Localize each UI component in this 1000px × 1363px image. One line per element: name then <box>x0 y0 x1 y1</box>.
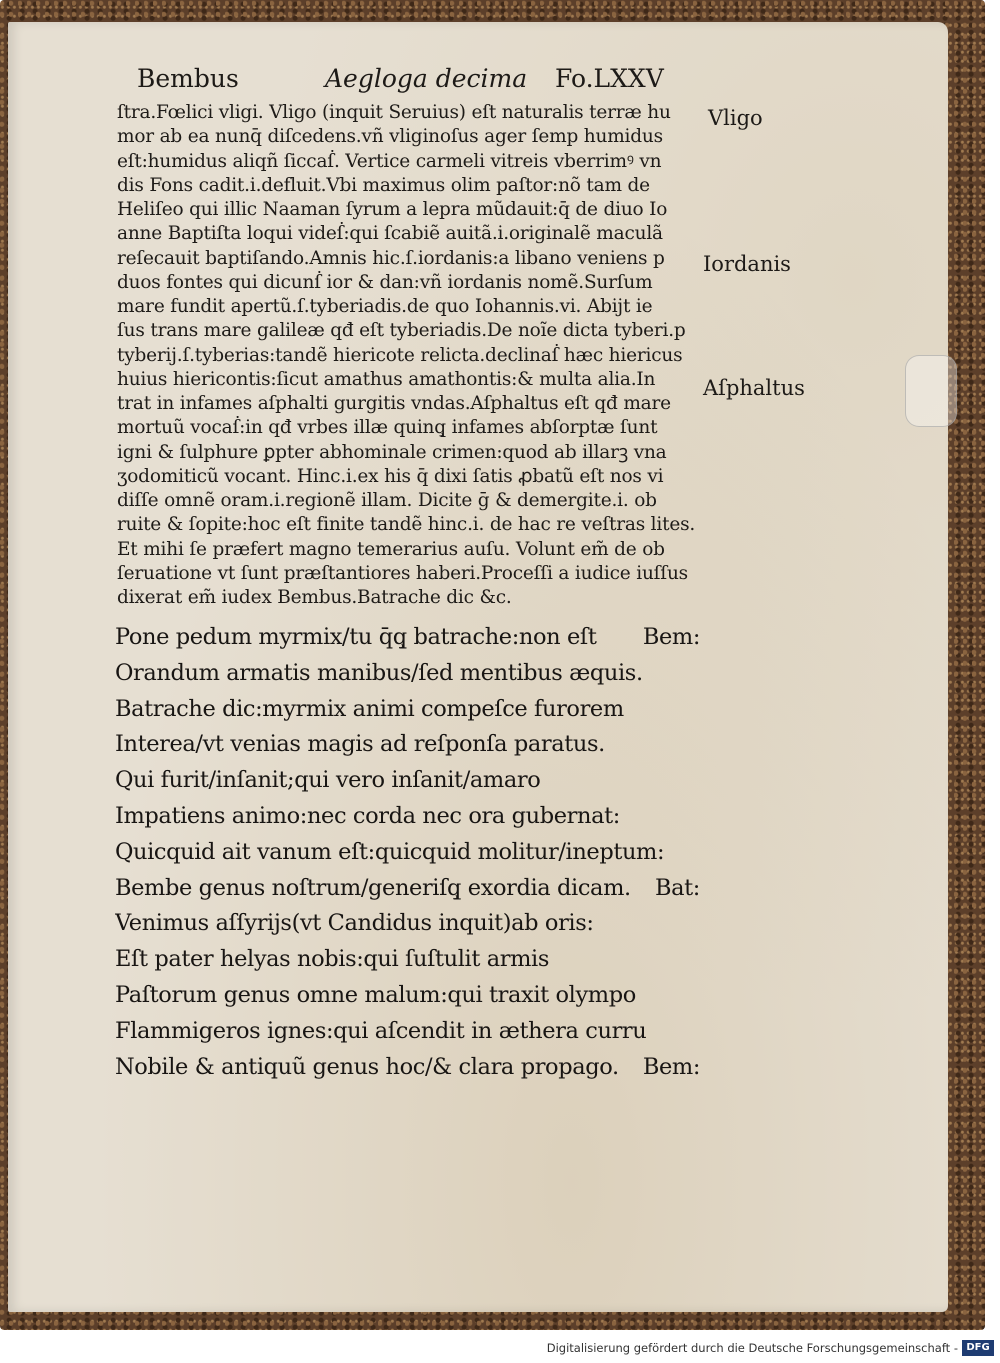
verse-text: Paſtorum genus omne malum:qui traxit olympo <box>115 981 636 1008</box>
verse-text: Pone pedum myrmix/tu q̄q̧ batrache:non eſt <box>115 624 597 650</box>
commentary-line: mortuũ vocaẛ:in qđ vrbes illæ quinq̧ infames abſorptæ ſunt <box>117 417 658 439</box>
verse-text: Interea/vt venias magis ad reſponſa paratus. <box>115 731 605 758</box>
verse-line <box>115 871 700 907</box>
commentary-line: duos fontes qui dicunẛ ior & dan:vñ iordanis nomẽ.Surſum <box>117 271 653 293</box>
verse-line <box>115 978 700 1014</box>
commentary-line: dis Fons cadit.i.defluit.Vbi maximus olim paſtor:nõ tam de <box>117 174 650 196</box>
commentary-block <box>117 101 699 610</box>
verse-text: Impatiens animo:nec corda nec ora gubernat: <box>115 802 620 829</box>
commentary-line: ſeruatione vt ſunt præſtantiores haberi.Proceſſi a iudice iuſſus <box>117 562 688 584</box>
marginal-note-vligo: Vligo <box>708 106 763 130</box>
commentary-line: mare fundit apertũ.ſ.tyberiadis.de quo Iohannis.vi. Abijt ie <box>117 296 653 317</box>
verse-text: Bembe genus noſtrum/generiſq̧ exordia dicam. <box>115 874 631 901</box>
verse-text: Orandum armatis manibus/ſed mentibus æquis. <box>115 659 643 686</box>
commentary-line: Et mihi ſe præfert magno temerarius auſu. Volunt em̃ de ob <box>117 538 665 560</box>
commentary-line: igni & ſulphure ꝑpter abhominale crimen:quod ab illarꝫ vna <box>117 441 667 463</box>
verse-line <box>115 656 700 692</box>
verse-text: Quicquid ait vanum eſt:quicquid molitur/ineptum: <box>115 838 665 865</box>
commentary-line: trat in infames aſphalti gurgitis vndas.Aſphaltus eſt qđ mare <box>117 393 671 414</box>
verse-line <box>115 942 700 978</box>
running-header <box>115 64 700 100</box>
verse-text: Batrache dic:myrmix animi compeſce furorem <box>115 695 624 722</box>
commentary-line: ſtra.Fœlici vligi. Vligo (inquit Seruius) eſt naturalis terræ hu <box>117 102 671 123</box>
verse-text: Nobile & antiquũ genus hoc/& clara propago. <box>115 1053 619 1080</box>
verse-line <box>115 727 700 763</box>
digitization-footer <box>0 1337 1000 1363</box>
header-author: Bembus <box>137 64 239 93</box>
commentary-line: ʒodomiticũ vocant. Hinc.i.ex his q̄ dixi ſatis ꝓbatũ eſt nos vi <box>117 465 664 487</box>
commentary-line: diſſe omnẽ oram.i.regionẽ illam. Dicite ḡ & demergite.i. ob <box>117 490 657 511</box>
verse-block <box>115 620 700 1085</box>
verse-line <box>115 906 700 942</box>
verse-text: Eſt pater helyas nobis:qui ſuſtulit armis <box>115 946 549 973</box>
verse-line <box>115 835 700 871</box>
funding-credit: Digitalisierung gefördert durch die Deutsche Forschungsgemeinschaft - <box>546 1341 958 1355</box>
folio-number: Fo.LXXV <box>555 64 664 93</box>
commentary-line: Heliſeo qui illic Naaman ſyrum a lepra mũdauit:q̄ de diuo Io <box>117 199 668 220</box>
marginal-note-iordanis: Iordanis <box>703 252 791 276</box>
commentary-line: mor ab ea nunq̄ diſcedens.vñ vliginoſus ager ſemp humidus <box>117 126 663 148</box>
commentary-line: dixerat em̃ iudex Bembus.Batrache dic &c. <box>117 587 512 608</box>
marginal-note-asphaltus: Aſphaltus <box>703 376 805 400</box>
verse-text: Qui furit/inſanit;qui vero inſanit/amaro <box>115 767 541 794</box>
verse-text: Flammigeros ignes:qui aſcendit in æthera curru <box>115 1017 647 1044</box>
commentary-line: anne Baptiſta loqui videẛ:qui ſcabiẽ auitã.i.originalẽ maculã <box>117 223 663 245</box>
verse-line <box>115 620 700 656</box>
dfg-logo: DFG <box>962 1340 994 1356</box>
commentary-line: ruite & ſopite:hoc eſt finite tandẽ hinc.i. de hac re veſtras lites. <box>117 514 696 536</box>
verse-line <box>115 763 700 799</box>
verse-line <box>115 799 700 835</box>
commentary-line: tyberij.ſ.tyberias:tandẽ hiericote relicta.declinaẛ hæc hiericus <box>117 344 683 366</box>
commentary-line: ſus trans mare galileæ qđ eſt tyberiadis.De noĩe dicta tyberi.p <box>117 320 686 342</box>
header-title: Aegloga decima <box>325 64 528 93</box>
commentary-line: huius hiericontis:ſicut amathus amathontis:& multa alia.In <box>117 368 656 390</box>
speaker-label: Bem: <box>642 1053 700 1080</box>
verse-text: Venimus aſſyrijs(vt Candidus inquit)ab oris: <box>115 910 594 937</box>
speaker-label: Bem: <box>642 624 700 650</box>
verse-line <box>115 1014 700 1050</box>
commentary-line: eſt:humidus aliqñ ſiccaẛ. Vertice carmeli vitreis vberrimꝰ vn <box>117 150 662 172</box>
commentary-line: reſecauit baptiſando.Amnis hic.ſ.iordanis:a libano veniens p <box>117 247 665 269</box>
page-clip <box>905 355 957 427</box>
verse-line <box>115 692 700 728</box>
speaker-label: Bat: <box>655 874 700 901</box>
verse-line <box>115 1050 700 1086</box>
